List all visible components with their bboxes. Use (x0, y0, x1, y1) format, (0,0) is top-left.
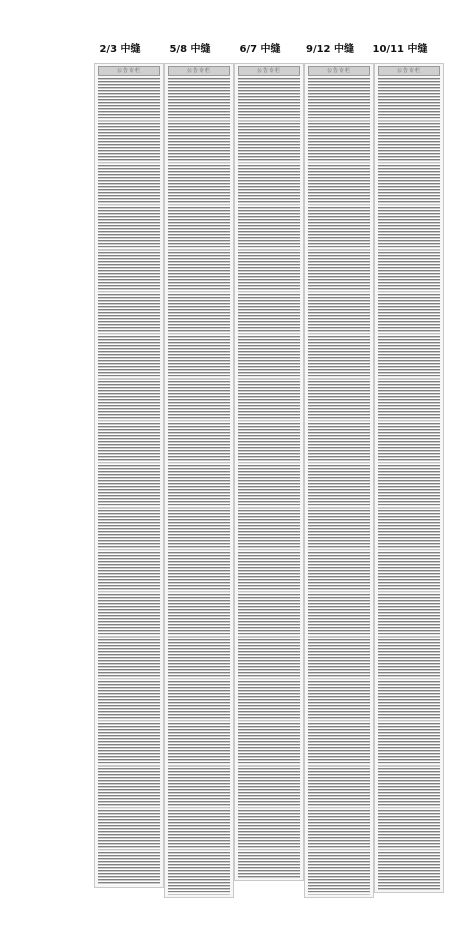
strip-heading: 公告专栏 (168, 66, 230, 76)
notice-text-block (168, 78, 230, 895)
strip-heading: 公告专栏 (98, 66, 160, 76)
notice-text-block (238, 78, 300, 878)
notice-strip-5-8 (164, 63, 234, 898)
notice-strip-9-12 (304, 63, 374, 898)
strip-heading: 公告专栏 (238, 66, 300, 76)
column-title-5-8: 5/8 中缝 (169, 44, 211, 55)
notice-strip-10-11 (374, 63, 444, 893)
notice-strip-6-7 (234, 63, 304, 881)
column-title-6-7: 6/7 中缝 (239, 44, 281, 55)
column-title-9-12: 9/12 中缝 (305, 44, 354, 55)
strip-heading: 公告专栏 (308, 66, 370, 76)
notice-text-block (98, 78, 160, 885)
column-title-10-11: 10/11 中缝 (372, 44, 428, 55)
strip-heading: 公告专栏 (378, 66, 440, 76)
notice-text-block (308, 78, 370, 895)
notice-text-block (378, 78, 440, 890)
notice-strip-2-3 (94, 63, 164, 888)
column-title-2-3: 2/3 中缝 (99, 44, 141, 55)
